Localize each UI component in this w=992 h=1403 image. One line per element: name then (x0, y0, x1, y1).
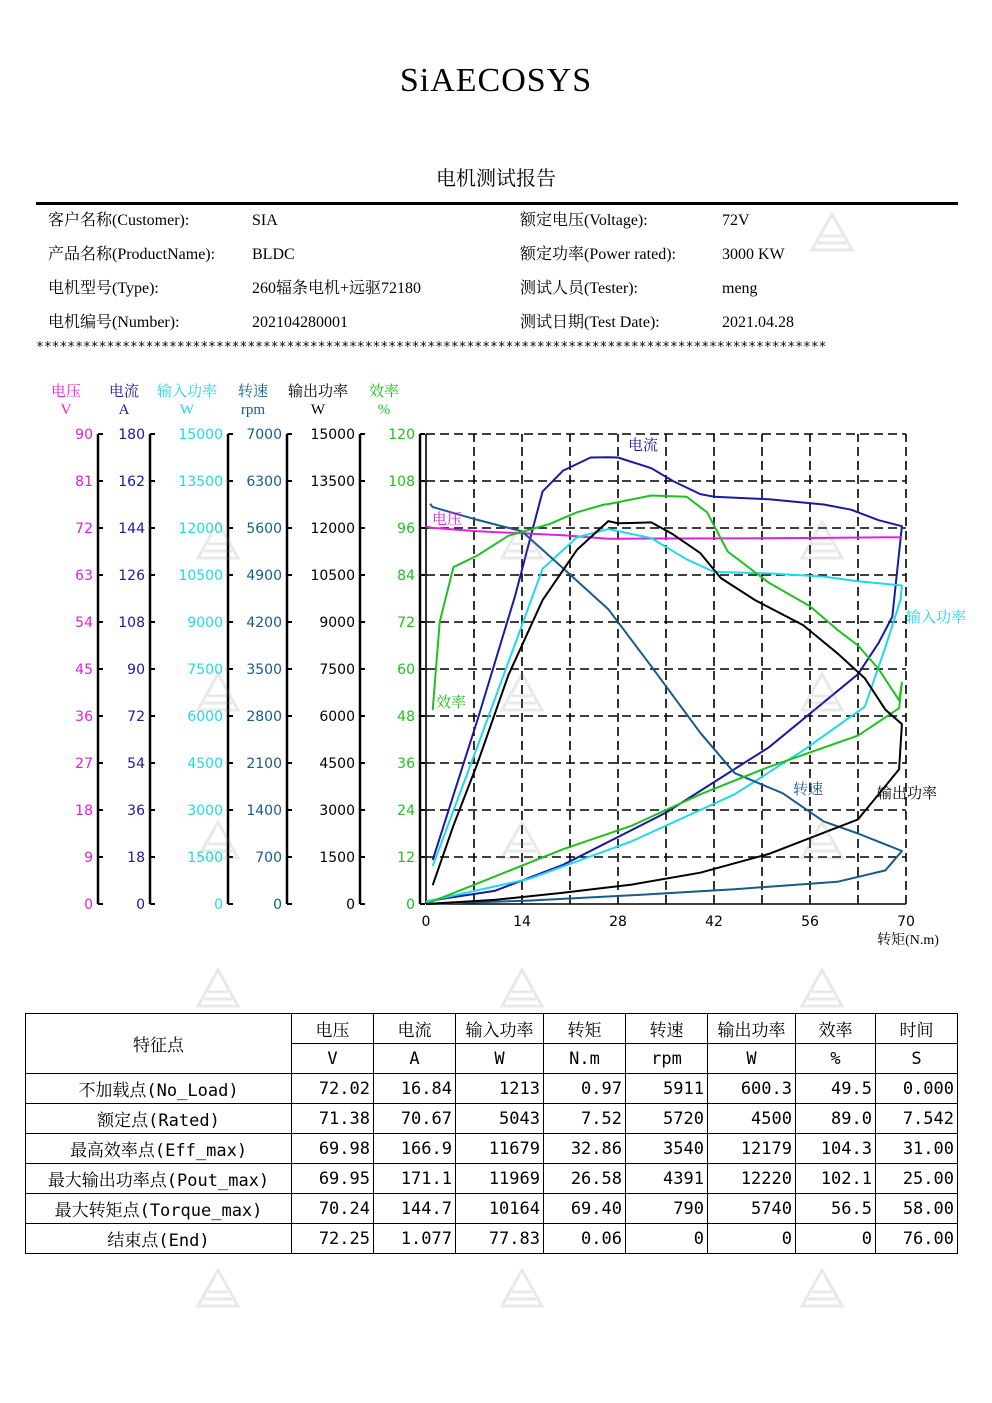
y-tick-label: 12000 (310, 521, 355, 537)
y-tick-label: 27 (75, 756, 93, 772)
series-label: 输出功率 (877, 784, 938, 802)
table-header-cell: 转速 (626, 1014, 708, 1044)
series-label: 电压 (432, 510, 463, 528)
info-value: BLDC (252, 246, 295, 263)
y-tick-label: 9 (84, 850, 93, 866)
y-tick-label: 120 (388, 427, 415, 443)
info-value: 260辐条电机+远驱72180 (252, 280, 422, 297)
y-tick-label: 144 (118, 521, 145, 537)
table-cell: 3540 (626, 1134, 708, 1164)
watermark-icon (800, 672, 844, 712)
table-cell: 76.00 (876, 1224, 958, 1254)
y-tick-label: 96 (397, 521, 415, 537)
info-row (0, 272, 992, 306)
y-tick-label: 63 (75, 568, 93, 584)
table-cell: 89.0 (796, 1104, 876, 1134)
table-header-cell: 特征点 (26, 1014, 292, 1074)
y-tick-label: 72 (397, 615, 415, 631)
watermark-icon (196, 520, 240, 560)
axis-title-eff: 效率 (368, 382, 400, 400)
axis-unit-speed: rpm (240, 402, 266, 418)
table-cell: 70.24 (292, 1194, 374, 1224)
table-header-cell: 时间 (876, 1014, 958, 1044)
info-label: 电机型号(Type): (48, 280, 159, 297)
table-cell: 69.98 (292, 1134, 374, 1164)
table-cell: 1213 (456, 1074, 544, 1104)
table-cell: 0.97 (544, 1074, 626, 1104)
table-unit-cell: % (796, 1044, 876, 1074)
y-tick-label: 700 (255, 850, 282, 866)
y-tick-label: 108 (388, 474, 415, 490)
y-tick-label: 2100 (246, 756, 282, 772)
info-label: 额定功率(Power rated): (520, 246, 676, 263)
table-cell: 58.00 (876, 1194, 958, 1224)
y-axis-voltage (98, 434, 103, 904)
table-cell: 1.077 (374, 1224, 456, 1254)
y-tick-label: 0 (136, 897, 145, 913)
table-row (26, 1104, 958, 1134)
y-tick-label: 0 (406, 897, 415, 913)
motor-test-chart (0, 372, 992, 952)
table-header-cell: 电压 (292, 1014, 374, 1044)
y-tick-label: 90 (127, 662, 145, 678)
y-tick-label: 60 (397, 662, 415, 678)
y-tick-label: 7000 (246, 427, 282, 443)
y-tick-label: 9000 (187, 615, 223, 631)
y-tick-label: 3000 (187, 803, 223, 819)
y-tick-label: 12000 (178, 521, 223, 537)
info-label: 产品名称(ProductName): (48, 246, 216, 263)
y-tick-label: 48 (397, 709, 415, 725)
info-value: meng (722, 280, 758, 297)
table-cell: 72.25 (292, 1224, 374, 1254)
table-row (26, 1074, 958, 1104)
report-title: 电机测试报告 (436, 166, 556, 190)
table-unit-cell: S (876, 1044, 958, 1074)
y-tick-label: 24 (397, 803, 415, 819)
axis-title-pout: 输出功率 (287, 382, 349, 400)
table-header-row (26, 1014, 958, 1044)
axis-title-current: 电流 (108, 382, 140, 400)
y-tick-label: 3500 (246, 662, 282, 678)
y-tick-label: 6300 (246, 474, 282, 490)
x-tick-label: 70 (897, 914, 915, 930)
y-tick-label: 0 (273, 897, 282, 913)
axis-title-speed: 转速 (237, 382, 269, 400)
table-cell: 69.40 (544, 1194, 626, 1224)
info-value: 202104280001 (252, 314, 348, 331)
table-cell: 0.000 (876, 1074, 958, 1104)
axis-unit-eff: % (377, 402, 391, 418)
y-axis-current (150, 434, 155, 904)
x-tick-label: 14 (513, 914, 531, 930)
y-tick-label: 84 (397, 568, 415, 584)
watermark-icon (500, 672, 544, 712)
series-label: 输入功率 (906, 608, 967, 626)
y-tick-label: 15000 (310, 427, 355, 443)
y-tick-label: 81 (75, 474, 93, 490)
info-label: 测试日期(Test Date): (520, 314, 660, 331)
table-cell: 166.9 (374, 1134, 456, 1164)
table-header-cell: 效率 (796, 1014, 876, 1044)
y-tick-label: 13500 (310, 474, 355, 490)
y-tick-label: 2800 (246, 709, 282, 725)
table-row (26, 1134, 958, 1164)
table-row (26, 1224, 958, 1254)
y-tick-label: 1400 (246, 803, 282, 819)
y-tick-label: 15000 (178, 427, 223, 443)
table-cell: 0 (796, 1224, 876, 1254)
table-cell: 69.95 (292, 1164, 374, 1194)
axis-title-voltage: 电压 (50, 382, 82, 400)
y-tick-label: 0 (214, 897, 223, 913)
watermark-icon (800, 520, 844, 560)
brand-title: SiAECOSYS (399, 62, 593, 99)
y-tick-label: 10500 (178, 568, 223, 584)
info-label: 额定电压(Voltage): (520, 212, 648, 229)
separator-line: ***************************************************************************************************** (36, 340, 827, 355)
info-row (0, 306, 992, 340)
info-label: 客户名称(Customer): (48, 212, 190, 229)
series-label: 电流 (628, 436, 659, 454)
table-cell: 0 (626, 1224, 708, 1254)
y-tick-label: 1500 (319, 850, 355, 866)
watermark-icon (196, 1268, 240, 1308)
watermark-icon (800, 968, 844, 1008)
table-cell: 0.06 (544, 1224, 626, 1254)
y-tick-label: 54 (75, 615, 93, 631)
y-tick-label: 36 (397, 756, 415, 772)
table-unit-cell: rpm (626, 1044, 708, 1074)
table-unit-cell: A (374, 1044, 456, 1074)
y-tick-label: 6000 (319, 709, 355, 725)
table-cell: 104.3 (796, 1134, 876, 1164)
table-header-cell: 输出功率 (708, 1014, 796, 1044)
x-tick-label: 56 (801, 914, 819, 930)
y-tick-label: 6000 (187, 709, 223, 725)
series-label: 效率 (436, 693, 467, 711)
y-tick-label: 0 (346, 897, 355, 913)
table-row-name: 不加载点(No_Load) (26, 1074, 292, 1104)
y-tick-label: 54 (127, 756, 145, 772)
y-tick-label: 9000 (319, 615, 355, 631)
watermark-icon (196, 820, 240, 860)
table-cell: 56.5 (796, 1194, 876, 1224)
y-tick-label: 90 (75, 427, 93, 443)
y-tick-label: 5600 (246, 521, 282, 537)
axis-unit-pin: W (179, 402, 195, 418)
y-tick-label: 180 (118, 427, 145, 443)
table-row-name: 最大输出功率点(Pout_max) (26, 1164, 292, 1194)
table-cell: 790 (626, 1194, 708, 1224)
y-tick-label: 0 (84, 897, 93, 913)
table-cell: 5043 (456, 1104, 544, 1134)
table-cell: 5720 (626, 1104, 708, 1134)
x-axis-title: 转矩(N.m) (877, 933, 939, 948)
y-tick-label: 18 (127, 850, 145, 866)
table-cell: 102.1 (796, 1164, 876, 1194)
table-row-name: 结束点(End) (26, 1224, 292, 1254)
y-tick-label: 12 (397, 850, 415, 866)
table-unit-cell: W (456, 1044, 544, 1074)
y-tick-label: 18 (75, 803, 93, 819)
table-cell: 25.00 (876, 1164, 958, 1194)
axis-unit-pout: W (310, 402, 326, 418)
y-tick-label: 45 (75, 662, 93, 678)
table-cell: 32.86 (544, 1134, 626, 1164)
table-row-name: 额定点(Rated) (26, 1104, 292, 1134)
table-cell: 5740 (708, 1194, 796, 1224)
info-label: 测试人员(Tester): (520, 280, 638, 297)
watermark-icon (500, 520, 544, 560)
x-tick-label: 0 (421, 914, 431, 930)
watermark-icon (500, 820, 544, 860)
table-cell: 144.7 (374, 1194, 456, 1224)
y-tick-label: 4200 (246, 615, 282, 631)
info-value: 72V (722, 212, 750, 229)
y-tick-label: 7500 (187, 662, 223, 678)
watermark-icon (500, 1268, 544, 1308)
table-header-cell: 电流 (374, 1014, 456, 1044)
table-cell: 26.58 (544, 1164, 626, 1194)
axis-unit-voltage: V (60, 402, 72, 418)
watermark-icon (500, 968, 544, 1008)
y-tick-label: 36 (127, 803, 145, 819)
y-tick-label: 1500 (187, 850, 223, 866)
table-cell: 49.5 (796, 1074, 876, 1104)
series-label: 转速 (793, 780, 824, 798)
y-axis-pout (360, 434, 365, 904)
table-row (26, 1194, 958, 1224)
watermark-icon (196, 968, 240, 1008)
info-label: 电机编号(Number): (48, 314, 180, 331)
y-tick-label: 4500 (319, 756, 355, 772)
info-value: 3000 KW (722, 246, 785, 263)
table-cell: 10164 (456, 1194, 544, 1224)
table-cell: 16.84 (374, 1074, 456, 1104)
y-tick-label: 4500 (187, 756, 223, 772)
watermark-icon (196, 672, 240, 712)
table-cell: 11679 (456, 1134, 544, 1164)
y-tick-label: 4900 (246, 568, 282, 584)
table-cell: 4391 (626, 1164, 708, 1194)
watermark-icon (810, 212, 854, 252)
table-row (26, 1164, 958, 1194)
table-row-name: 最高效率点(Eff_max) (26, 1134, 292, 1164)
y-axis-eff (420, 434, 425, 904)
y-tick-label: 7500 (319, 662, 355, 678)
x-tick-label: 28 (609, 914, 627, 930)
y-tick-label: 10500 (310, 568, 355, 584)
table-cell: 11969 (456, 1164, 544, 1194)
y-tick-label: 162 (118, 474, 145, 490)
table-cell: 7.52 (544, 1104, 626, 1134)
feature-table (25, 1013, 958, 1254)
table-cell: 70.67 (374, 1104, 456, 1134)
table-unit-cell: W (708, 1044, 796, 1074)
y-axis-speed (287, 434, 292, 904)
y-tick-label: 13500 (178, 474, 223, 490)
table-header-cell: 转矩 (544, 1014, 626, 1044)
table-unit-cell: N.m (544, 1044, 626, 1074)
table-cell: 0 (708, 1224, 796, 1254)
table-header-cell: 输入功率 (456, 1014, 544, 1044)
feature-table-wrap (25, 1013, 958, 1254)
table-cell: 7.542 (876, 1104, 958, 1134)
table-cell: 12179 (708, 1134, 796, 1164)
y-tick-label: 108 (118, 615, 145, 631)
info-value: SIA (252, 212, 278, 229)
watermark-icon (800, 1268, 844, 1308)
table-cell: 4500 (708, 1104, 796, 1134)
table-row-name: 最大转矩点(Torque_max) (26, 1194, 292, 1224)
info-value: 2021.04.28 (722, 314, 794, 331)
watermark-icon (800, 820, 844, 860)
axis-title-pin: 输入功率 (156, 382, 218, 400)
table-cell: 5911 (626, 1074, 708, 1104)
table-cell: 71.38 (292, 1104, 374, 1134)
table-cell: 12220 (708, 1164, 796, 1194)
axis-unit-current: A (118, 402, 130, 418)
table-cell: 77.83 (456, 1224, 544, 1254)
y-tick-label: 126 (118, 568, 145, 584)
y-tick-label: 72 (75, 521, 93, 537)
y-tick-label: 72 (127, 709, 145, 725)
y-tick-label: 36 (75, 709, 93, 725)
table-cell: 72.02 (292, 1074, 374, 1104)
y-tick-label: 3000 (319, 803, 355, 819)
table-cell: 171.1 (374, 1164, 456, 1194)
table-cell: 600.3 (708, 1074, 796, 1104)
x-tick-label: 42 (705, 914, 723, 930)
table-unit-cell: V (292, 1044, 374, 1074)
table-cell: 31.00 (876, 1134, 958, 1164)
